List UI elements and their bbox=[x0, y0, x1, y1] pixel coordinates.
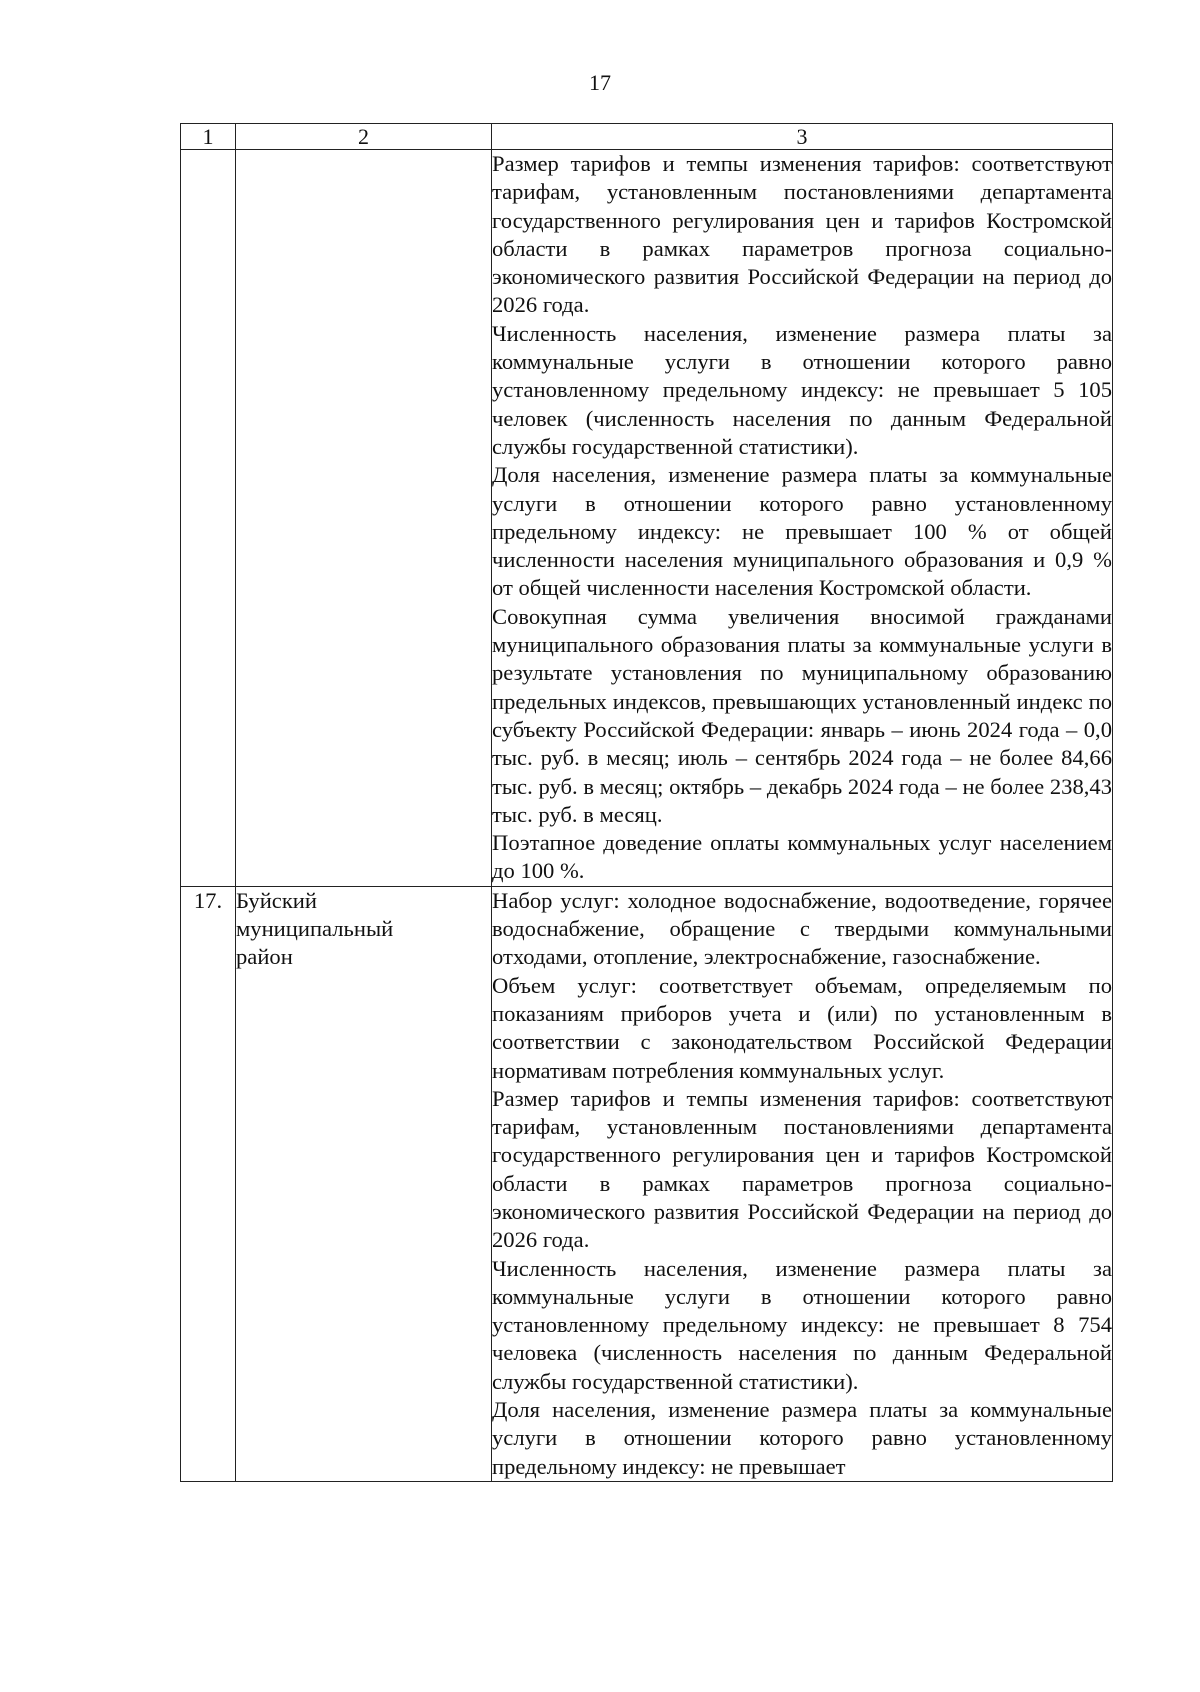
municipality-name-line: район bbox=[236, 944, 293, 970]
paragraph-population: Численность населения, изменение размера платы за коммунальные услуги в отношении которого равно установленному предельному индексу: не превышает 5 105 человек (численность населения по данным Федеральной службы государственной статистики). bbox=[492, 320, 1112, 459]
municipality-cell bbox=[236, 886, 492, 1481]
header-col-1: 1 bbox=[181, 124, 236, 150]
paragraph-tariffs: Размер тарифов и темпы изменения тарифов: соответствуют тарифам, установленным постановлениями департамента государственного регулирования цен и тарифов Костромской области в рамках параметров прогноза социально-экономического развития Российской Федерации на период до 2026 года. bbox=[492, 151, 1112, 318]
paragraph-volume: Объем услуг: соответствует объемам, определяемым по показаниям приборов учета и (или) по установленным в соответствии с законодательством Российской Федерации нормативам потребления коммунальных услуг. bbox=[492, 972, 1112, 1083]
paragraph-population-share: Доля населения, изменение размера платы за коммунальные услуги в отношении которого равно установленному предельному индексу: не превышает 100 % от общей численности населения муниципального образования и 0,9 % от общей численности населения Костромской области. bbox=[492, 462, 1112, 601]
description-cell bbox=[492, 886, 1113, 1481]
paragraph-population: Численность населения, изменение размера платы за коммунальные услуги в отношении которого равно установленному предельному индексу: не превышает 8 754 человека (численность населения по данным Федеральной службы государственной статистики). bbox=[492, 1255, 1112, 1394]
municipal-table bbox=[180, 123, 1113, 1482]
table-row-continuation bbox=[181, 150, 1113, 887]
description-cell bbox=[492, 150, 1113, 887]
page-number: 17 bbox=[589, 70, 611, 95]
header-row bbox=[181, 124, 1113, 150]
header-col-2: 2 bbox=[236, 124, 492, 150]
municipality-name-line: муниципальный bbox=[236, 916, 394, 942]
paragraph-population-share: Доля населения, изменение размера платы за коммунальные услуги в отношении которого равно установленному предельному индексу: не превышает bbox=[492, 1397, 1112, 1479]
municipality-cell bbox=[236, 150, 492, 887]
paragraph-services: Набор услуг: холодное водоснабжение, водоотведение, горячее водоснабжение, обращение с твердыми коммунальными отходами, отопление, электроснабжение, газоснабжение. bbox=[492, 887, 1112, 970]
header-col-3: 3 bbox=[492, 124, 1113, 150]
row-number-cell bbox=[181, 886, 236, 1481]
municipality-name bbox=[236, 887, 491, 972]
table-row-17 bbox=[181, 886, 1113, 1481]
row-number: 17. bbox=[193, 887, 223, 913]
paragraph-total-increase: Совокупная сумма увеличения вносимой гражданами муниципального образования платы за коммунальные услуги в результате установления по муниципальному образованию предельных индексов, превышающих установленный индекс по субъекту Российской Федерации: январь – июнь 2024 года – 0,0 тыс. руб. в месяц; июль – сентябрь 2024 года – не более 84,66 тыс. руб. в месяц; октябрь – декабрь 2024 года – не более 238,43 тыс. руб. в месяц. bbox=[492, 603, 1112, 827]
row-number-cell bbox=[181, 150, 236, 887]
municipality-name-line: Буйский bbox=[236, 887, 317, 913]
paragraph-phased-payment: Поэтапное доведение оплаты коммунальных услуг населением до 100 %. bbox=[492, 830, 1112, 884]
paragraph-tariffs: Размер тарифов и темпы изменения тарифов: соответствуют тарифам, установленным постановлениями департамента государственного регулирования цен и тарифов Костромской области в рамках параметров прогноза социально-экономического развития Российской Федерации на период до 2026 года. bbox=[492, 1085, 1112, 1253]
